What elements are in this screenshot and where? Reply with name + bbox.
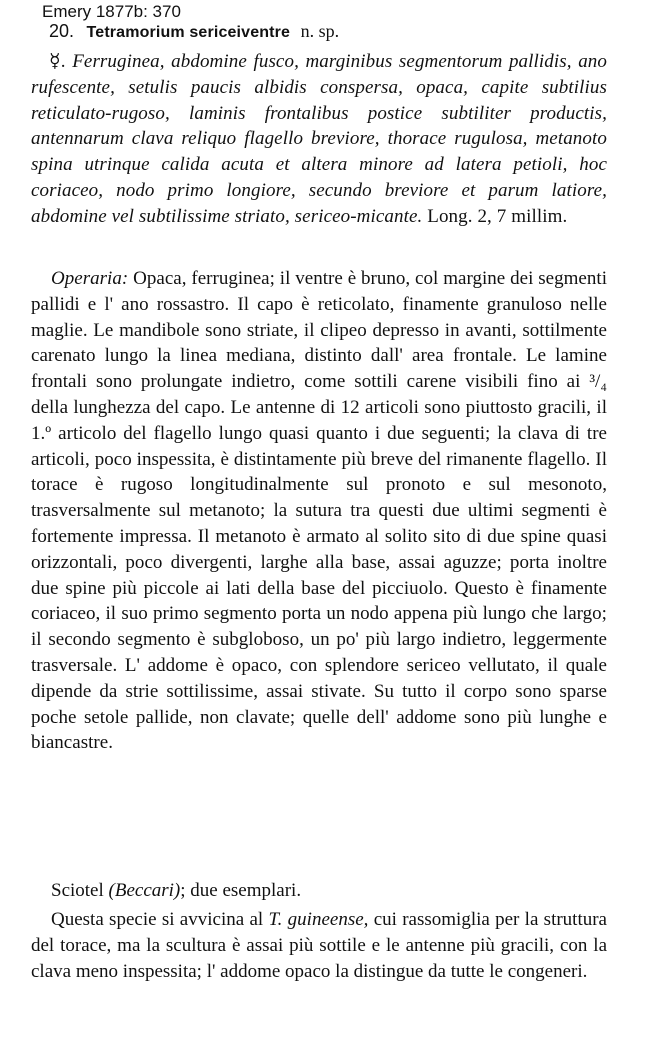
comparison-note-end: cui rassomiglia per la struttura del torace, ma la scultura è assai più sottile e le antenne più gracili, con la clava meno inspessita; l' addome opaco la distingue da tutte le congeneri. xyxy=(31,909,607,982)
comparison-note xyxy=(31,907,607,984)
species-number: 20. xyxy=(49,21,75,41)
locality-place: Sciotel xyxy=(51,880,104,901)
species-status: n. sp. xyxy=(300,21,340,41)
worker-label: Operaria: xyxy=(51,268,129,289)
italian-description-text: Opaca, ferruginea; il ventre è bruno, col margine dei segmenti pallidi e l' ano rossastro. Il capo è reticolato, finamente granuloso nelle maglie. Le mandibole sono striate, il clipeo depresso in avanti, sottilmente carenato lungo la linea mediana, distinto dall' area frontale. Le lamine frontali sono prolungate indietro, come sottili carene visibili fino ai ³/₄ della lunghezza del capo. Le antenne di 12 articoli sono piuttosto gracili, il 1.º articolo del flagello lungo quasi quanto i due seguenti; la clava di tre articoli, poco inspessita, è distintamente più breve del rimanente flagello. Il torace è rugoso longitudinalmente sul pronoto e sul mesonoto, trasversalmente sul metanoto; la sutura tra questi due ultimi segmenti è fortemente impressa. Il metanoto è armato al solito sito di due spine quasi orizzontali, poco divergenti, larghe alla base, assai aguzze; porta inoltre due spine più piccole ai lati della base del picciuolo. Questo è finamente coriaceo, il suo primo segmento porta un nodo appena più lungo che largo; il secondo segmento è subgloboso, un po' più largo indietro, leggermente trasversale. L' addome è opaco, con splendore sericeo vellutato, il quale dipende da strie sottilissime, assai stivate. Su tutto il corpo sono sparse poche setole pallide, non clavate; quelle dell' addome sono più lunghe e biancastre. xyxy=(31,268,607,754)
italian-description xyxy=(31,266,607,756)
species-name: Tetramorium sericeiventre xyxy=(86,24,291,41)
latin-description xyxy=(31,49,607,230)
comparison-note-start: Questa specie si avvicina al xyxy=(51,909,264,930)
worker-sex-symbol: ☿. xyxy=(49,51,66,72)
compared-taxon: T. guineense, xyxy=(268,909,369,930)
locality-line xyxy=(31,878,607,904)
citation-label: Emery 1877b: 370 xyxy=(42,2,181,21)
specimen-length: Long. 2, 7 millim. xyxy=(427,205,568,227)
collector-name: (Beccari) xyxy=(108,880,181,901)
species-heading xyxy=(49,20,339,44)
latin-diagnosis-text: Ferruginea, abdomine fusco, marginibus segmentorum pallidis, ano rufescente, setulis paucis albidis conspersa, opaca, capite subtilius reticulato-rugoso, laminis frontalibus postice subtiliter productis, antennarum clava reliquo flagello breviore, thorace rugulosa, metanoto spina utrinque calida acuta et altera minore ad latera petioli, hoc coriaceo, nodo primo longiore, secundo breviore et parum latiore, abdomine vel subtilissime striato, sericeo-micante. xyxy=(31,51,607,227)
specimen-count: ; due esemplari. xyxy=(180,880,302,901)
